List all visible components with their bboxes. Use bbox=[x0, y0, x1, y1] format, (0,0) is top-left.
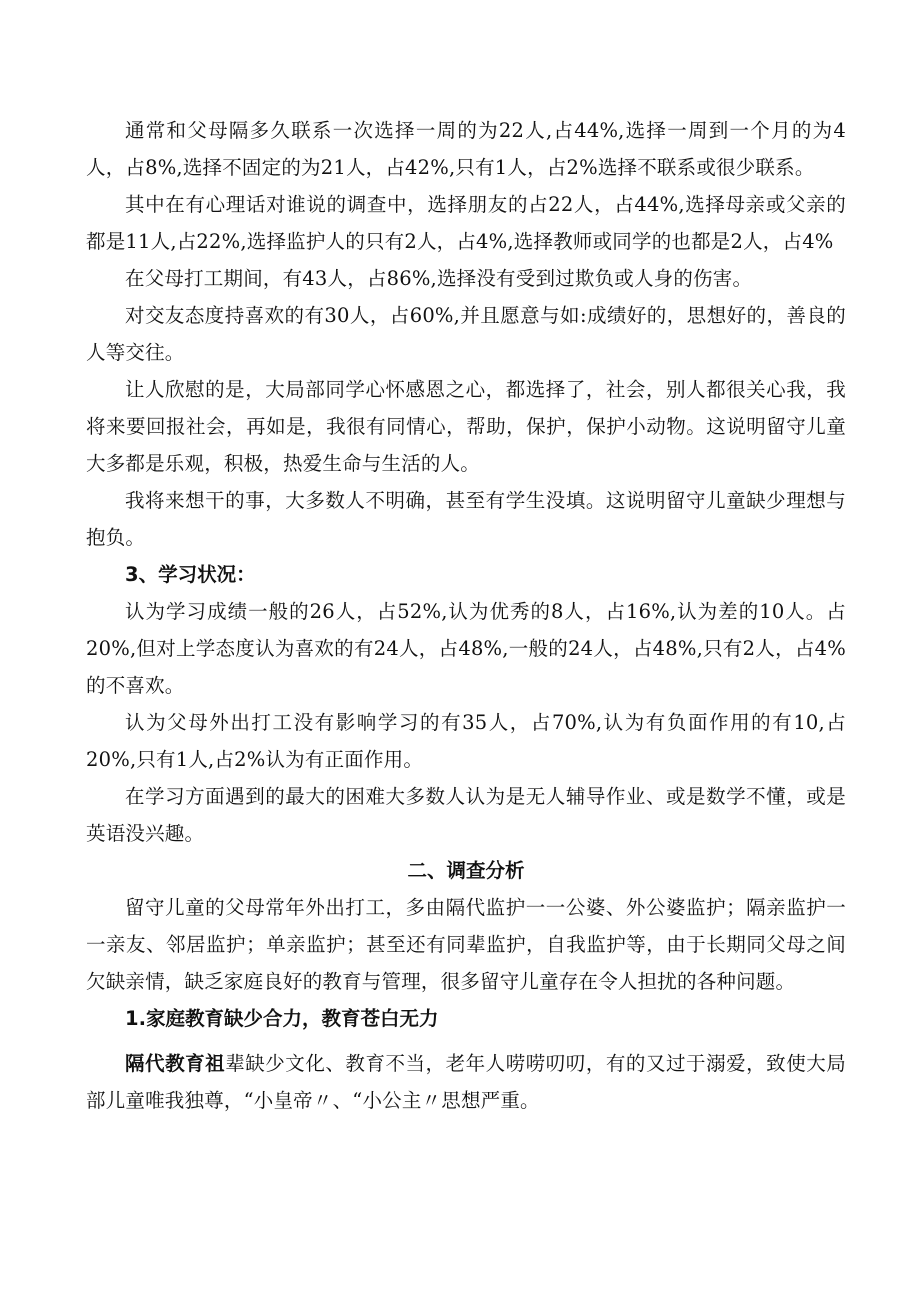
paragraph-confide: 其中在有心理话对谁说的调查中，选择朋友的占22人，占44%,选择母亲或父亲的都是11人,占22%,选择监护人的只有2人，占4%,选择教师或同学的也都是2人，占4% bbox=[86, 193, 846, 253]
paragraph-difficulties: 在学习方面遇到的最大的困难大多数人认为是无人辅导作业、或是数学不懂，或是英语没兴趣。 bbox=[86, 785, 846, 845]
paragraph-influence: 认为父母外出打工没有影响学习的有35人，占70%,认为有负面作用的有10,占20%,只有1人,占2%认为有正面作用。 bbox=[86, 711, 846, 771]
paragraph-friendship: 对交友态度持喜欢的有30人，占60%,并且愿意与如:成绩好的，思想好的，善良的人等交往。 bbox=[86, 304, 846, 364]
paragraph-safety: 在父母打工期间，有43人，占86%,选择没有受到过欺负或人身的伤害。 bbox=[125, 267, 753, 290]
paragraph-grades: 认为学习成绩一般的26人，占52%,认为优秀的8人，占16%,认为差的10人。占20%,但对上学态度认为喜欢的有24人，占48%,一般的24人，占48%,只有2人，占4%的不喜欢。 bbox=[86, 600, 846, 697]
paragraph-contact-frequency: 通常和父母隔多久联系一次选择一周的为22人,占44%,选择一周到一个月的为4人，占8%,选择不固定的为21人，占42%,只有1人，占2%选择不联系或很少联系。 bbox=[86, 119, 846, 179]
heading-family-education: 1.家庭教育缺少合力，教育苍白无力 bbox=[125, 1007, 439, 1030]
paragraph-lead-term: 隔代教育祖 bbox=[125, 1052, 226, 1075]
paragraph-guardianship: 留守儿童的父母常年外出打工，多由隔代监护一一公婆、外公婆监护；隔亲监护一一亲友、邻居监护；单亲监护；甚至还有同辈监护，自我监护等，由于长期同父母之间欠缺亲情，缺乏家庭良好的教育与管理，很多留守儿童存在令人担扰的各种问题。 bbox=[86, 896, 846, 993]
paragraph-body: 辈缺少文化、教育不当，老年人唠唠叨叨，有的又过于溺爱，致使大局部儿童唯我独尊，“小皇帝〃、“小公主〃思想严重。 bbox=[86, 1052, 846, 1112]
paragraph-grandparent-education bbox=[86, 1045, 846, 1119]
paragraph-gratitude: 让人欣慰的是，大局部同学心怀感恩之心，都选择了，社会，别人都很关心我，我将来要回报社会，再如是，我很有同情心，帮助，保护，保护小动物。这说明留守儿童大多都是乐观，积极，热爱生命与生活的人。 bbox=[86, 378, 846, 475]
heading-study-status: 3、学习状况： bbox=[125, 563, 256, 586]
document-page bbox=[86, 112, 846, 1119]
section-title-analysis: 二、调查分析 bbox=[407, 859, 525, 882]
paragraph-future: 我将来想干的事，大多数人不明确，甚至有学生没填。这说明留守儿童缺少理想与抱负。 bbox=[86, 489, 846, 549]
